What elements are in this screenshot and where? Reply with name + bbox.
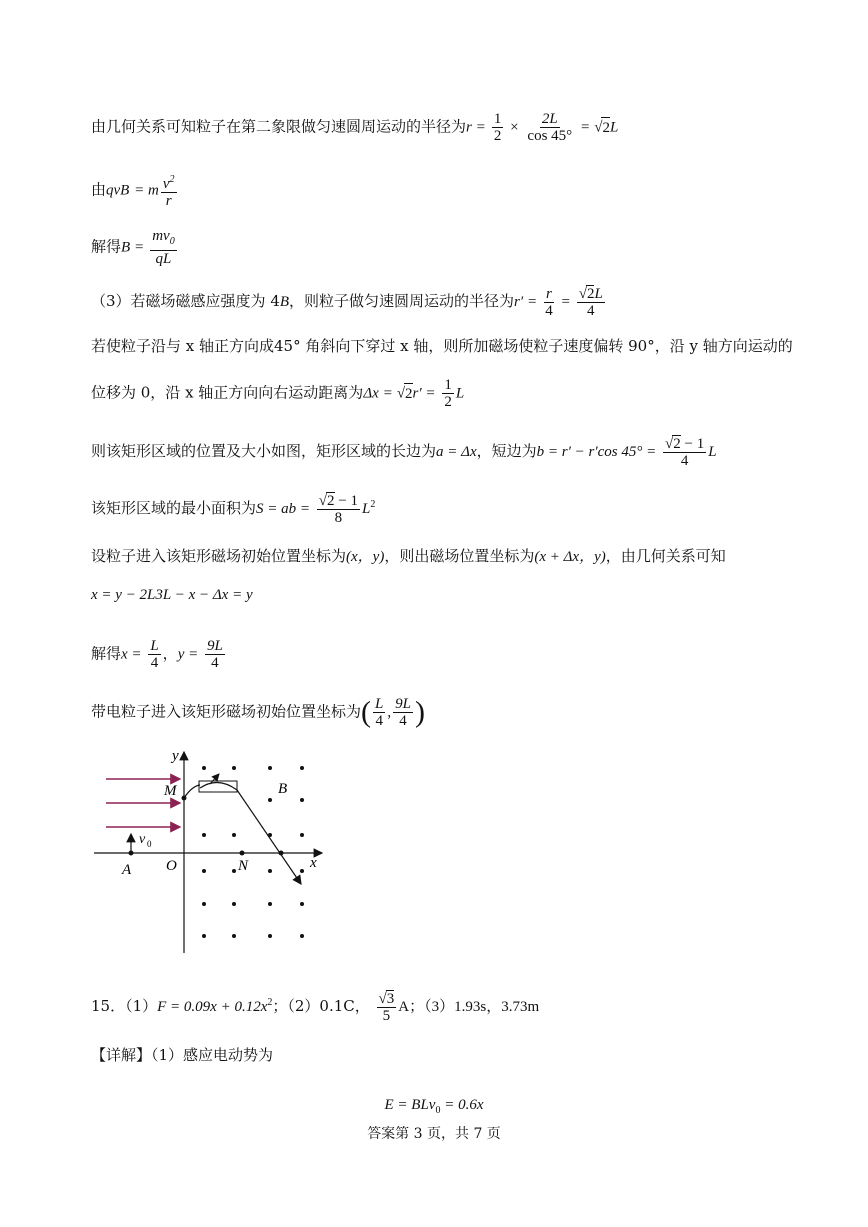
field-dot [300,902,304,906]
label-x: x [310,855,317,871]
text: 15．（1） [91,997,158,1015]
field-dot [268,766,272,770]
field-dot [232,833,236,837]
geometry-equation-line [91,584,253,605]
text: 解得 [91,644,122,663]
paren: ( [361,695,372,729]
sqrt-body: 2 [404,383,413,404]
denominator: 5 [382,1008,391,1024]
numerator [150,228,177,251]
math: (x + Δx，y) [534,549,606,565]
field-dot [268,798,272,802]
math: = [476,119,486,136]
trajectory-arc [184,785,200,798]
math: v [162,176,170,192]
coordinates-line [91,546,726,567]
problem15-answer-line [91,990,539,1024]
math: = [383,385,393,402]
numerator: r [546,285,552,302]
label-y: y [172,748,179,764]
math: = [561,294,570,310]
math: , [387,704,392,721]
math: A；（3）1.93s，3.73m [398,999,540,1015]
fraction [148,638,160,671]
rectangle-sides-line [91,435,717,469]
label-M: M [164,783,177,799]
field-dot [300,798,304,802]
field-dot [268,869,272,873]
solve-xy-line [91,638,227,671]
field-dot [232,902,236,906]
fraction [577,285,605,319]
field-dot [202,934,206,938]
denominator: 4 [211,655,219,671]
part3-radius-line [91,285,607,319]
text: 位移为 0，沿 x 轴正方向向右运动距离为 [91,383,364,402]
numerator: 9L [207,638,223,654]
sqrt-body: 2 [673,436,681,452]
radius-equation-line [91,111,618,144]
math: (x，y) [346,549,385,565]
math: b = r′ − r′cos 45° = [536,444,657,460]
sqrt-body: 2 [327,493,335,509]
math: L [594,286,603,302]
field-dot [268,902,272,906]
field-dot [232,766,236,770]
numerator: 1 [493,111,502,127]
sqrt-body: 2 [601,117,610,138]
text: ， [162,644,178,663]
text: 由 [91,180,107,199]
math: E = BLv [384,1097,436,1113]
math: L [708,444,717,460]
math: r′ = [412,385,436,402]
text: 带电粒子进入该矩形磁场初始位置坐标为 [91,702,362,721]
denominator: qL [155,251,172,267]
sqrt-sign: √ [594,119,603,136]
text: ，由几何关系可知 [605,547,726,565]
subscript: 0 [435,1105,441,1116]
fraction [663,435,706,469]
minimum-area-line [91,492,375,526]
numerator: √2 − 1 [318,493,358,509]
denominator: 4 [375,713,383,729]
text: 该矩形区域的最小面积为 [91,499,257,517]
field-dot [300,766,304,770]
numerator: √2L [578,286,603,302]
numerator: L [375,696,384,712]
math: L [609,119,619,136]
math: − 1 [680,436,705,452]
magnetic-field-diagram [92,748,332,958]
label-N: N [238,858,249,874]
fraction [161,172,177,209]
numerator: 2L [541,111,558,127]
field-dot [232,934,236,938]
math: x = y − 2L3L − x − Δx = y [91,587,253,603]
fraction [492,111,504,144]
fraction [317,492,360,526]
text: 则该矩形区域的位置及大小如图，矩形区域的长边为 [91,442,437,460]
math: − 1 [334,493,358,509]
superscript: 2 [267,997,273,1008]
numerator: √3 [378,991,395,1007]
field-dot [202,833,206,837]
detail-heading-line [91,1045,273,1065]
math: = 0.6x [440,1097,484,1113]
label-B: B [278,781,288,797]
field-dot [202,869,206,873]
denominator: 4 [545,302,553,319]
math: L [362,501,371,517]
denominator: cos 45° [527,128,573,144]
math: B [279,294,290,310]
text: ，短边为 [476,442,537,460]
label-A: A [122,862,132,878]
denominator: 4 [399,713,407,729]
numerator: 9L [395,696,411,712]
math: mv [152,228,170,244]
math: r [466,119,472,136]
denominator: 4 [587,303,595,319]
field-dot [202,902,206,906]
denominator: 2 [493,128,502,144]
numerator: 1 [444,377,452,393]
subscript: 0 [169,236,175,247]
text: 设粒子进入该矩形磁场初始位置坐标为 [91,547,347,565]
math: a = Δx [436,444,477,460]
text: 【详解】（1）感应电动势为 [91,1046,274,1064]
denominator: 4 [150,655,159,671]
emf-equation-line [0,1095,868,1116]
entry-position-line [91,696,425,729]
field-dot [300,934,304,938]
superscript: 2 [370,499,376,510]
fraction [205,638,225,671]
math: B [121,239,131,256]
math: S = ab = [256,501,311,517]
field-dot [232,869,236,873]
field-dot [300,869,304,873]
paren: ) [414,695,425,729]
field-dot [268,934,272,938]
displacement-line [91,377,464,410]
sqrt-body: 3 [386,991,395,1007]
text: 解得 [91,237,122,256]
fraction [150,228,177,267]
text: ，则出磁场位置坐标为 [384,547,535,565]
text: ；（2）0.1C， [272,997,370,1015]
numerator: L [150,638,159,654]
force-equation-line [91,172,179,209]
numerator: √2 − 1 [665,436,705,452]
field-dot [202,766,206,770]
sqrt-sign: √ [396,385,406,402]
fraction [377,990,397,1024]
fraction [543,286,555,319]
superscript: 2 [169,174,175,185]
label-v0: v [139,832,146,847]
text: （3）若磁场磁感应强度为 4 [91,292,280,310]
math: = [527,294,537,310]
math: × [510,119,519,136]
deflection-text-line [91,336,793,356]
math: = [580,119,590,136]
math: F = 0.09x + 0.12x [157,999,268,1015]
numerator [161,172,177,193]
fraction [393,696,413,729]
fraction [525,111,574,144]
solve-B-line [91,228,179,267]
fraction [442,377,454,410]
denominator: 2 [444,394,452,410]
rectangle-arc [200,782,237,790]
point-A [129,851,134,856]
math: Δx [363,385,379,402]
denominator: 4 [680,453,689,469]
label-v0-subscript: 0 [147,839,152,849]
math: y = [177,646,199,663]
sqrt-body: 2 [586,286,595,302]
math: qvB [106,182,130,199]
denominator: 8 [334,510,343,526]
text: ，则粒子做匀速圆周运动的半径为 [289,292,515,310]
denominator: r [165,193,172,209]
fraction [373,696,385,729]
math: x = [121,646,142,663]
field-dot [300,833,304,837]
point-N [240,851,245,856]
label-O: O [166,858,177,874]
text: 由几何关系可知粒子在第二象限做匀速圆周运动的半径为 [91,117,467,136]
page-footer: 答案第 3 页，共 7 页 [367,1126,501,1142]
math: = [134,239,144,256]
math: r′ [514,294,524,310]
text: 若使粒子沿与 x 轴正方向成45° 角斜向下穿过 x 轴，则所加磁场使粒子速度偏转 90°，沿 y 轴方向运动的 [91,337,793,355]
math: L [455,385,465,402]
math: = m [134,182,159,199]
